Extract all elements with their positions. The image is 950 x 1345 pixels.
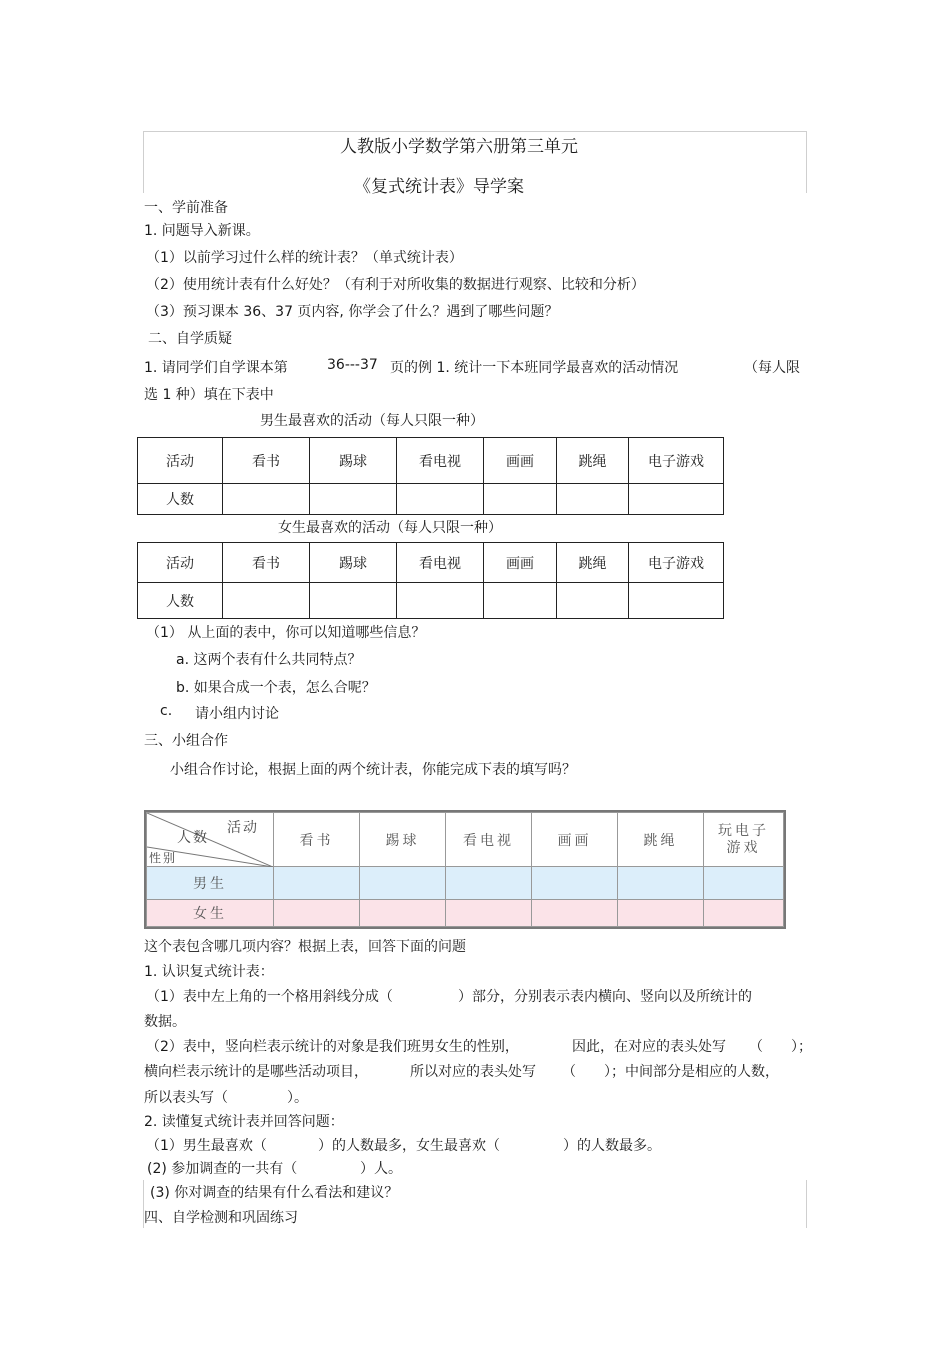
empty-cell[interactable] <box>557 583 629 619</box>
corner-mid-label: 人数 <box>177 830 209 846</box>
part2-q2-b: ）人。 <box>360 1161 402 1177</box>
empty-cell[interactable] <box>629 484 724 515</box>
empty-cell[interactable] <box>704 867 784 900</box>
empty-cell[interactable] <box>274 867 360 900</box>
part1-q2-a: （2）表中，竖向栏表示统计的对象是我们班男女生的性别， <box>146 1039 519 1055</box>
part2-heading: 2. 读懂复式统计表并回答问题： <box>144 1114 344 1130</box>
empty-cell[interactable] <box>484 583 557 619</box>
corner-header-cell <box>147 813 274 867</box>
question-c: b. 如果合成一个表，怎么合呢？ <box>176 680 376 696</box>
empty-cell[interactable] <box>274 900 360 927</box>
empty-cell[interactable] <box>484 484 557 515</box>
column-header: 踢球 <box>360 813 446 867</box>
column-header: 画画 <box>532 813 618 867</box>
empty-cell[interactable] <box>360 900 446 927</box>
row-header-girls: 女生 <box>147 900 274 927</box>
column-header: 跳绳 <box>618 813 704 867</box>
header-cell: 看书 <box>223 438 310 484</box>
header-cell: 电子游戏 <box>629 543 724 583</box>
section2-line1-a: 1. 请同学们自学课本第 <box>144 360 288 376</box>
column-header: 玩电子游戏 <box>704 813 784 867</box>
column-header: 看电视 <box>446 813 532 867</box>
corner-top-label: 活动 <box>227 820 259 836</box>
part2-q3: (3) 你对调查的结果有什么看法和建议？ <box>150 1185 399 1201</box>
header-cell: 看书 <box>223 543 310 583</box>
empty-cell[interactable] <box>704 900 784 927</box>
section1-question-2: （2）使用统计表有什么好处？（有利于对所收集的数据进行观察、比较和分析） <box>146 277 645 293</box>
section4-heading: 四、自学检测和巩固练习 <box>144 1210 298 1226</box>
section2-line2: 选 1 种）填在下表中 <box>144 387 274 403</box>
empty-cell[interactable] <box>446 900 532 927</box>
column-header: 看书 <box>274 813 360 867</box>
section3-intro: 小组合作讨论，根据上面的两个统计表，你能完成下表的填写吗？ <box>170 762 576 778</box>
corner-bottom-label: 性别 <box>149 851 178 865</box>
empty-cell[interactable] <box>397 484 484 515</box>
section1-heading: 一、学前准备 <box>144 200 228 216</box>
page-subtitle: 《复式统计表》导学案 <box>354 177 524 197</box>
header-cell: 踢球 <box>310 438 397 484</box>
question-a: （1） 从上面的表中，你可以知道哪些信息？ <box>146 625 426 641</box>
empty-cell[interactable] <box>629 583 724 619</box>
section2-heading: 二、自学质疑 <box>148 331 232 347</box>
part1-q2-f: （ ）；中间部分是相应的人数， <box>562 1064 779 1080</box>
part1-q2-d: 横向栏表示统计的是哪些活动项目， <box>144 1064 368 1080</box>
header-cell: 活动 <box>138 543 223 583</box>
header-cell: 看电视 <box>397 543 484 583</box>
header-cell: 看电视 <box>397 438 484 484</box>
empty-cell[interactable] <box>446 867 532 900</box>
boys-activity-table <box>137 437 724 515</box>
composite-table-image <box>144 810 786 929</box>
page-title: 人教版小学数学第六册第三单元 <box>340 137 578 157</box>
part1-q2-e: 所以对应的表头处写 <box>410 1064 536 1080</box>
empty-cell[interactable] <box>310 583 397 619</box>
header-cell: 跳绳 <box>557 438 629 484</box>
header-cell: 电子游戏 <box>629 438 724 484</box>
part1-heading: 1. 认识复式统计表： <box>144 964 274 980</box>
empty-cell[interactable] <box>310 484 397 515</box>
empty-cell[interactable] <box>397 583 484 619</box>
row-label-cell: 人数 <box>138 484 223 515</box>
row-header-boys: 男生 <box>147 867 274 900</box>
left-border-line <box>143 131 144 193</box>
empty-cell[interactable] <box>532 900 618 927</box>
empty-cell[interactable] <box>223 583 310 619</box>
question-d-label: c. <box>160 703 173 719</box>
part1-q2-c: （ ）； <box>749 1039 812 1055</box>
empty-cell[interactable] <box>618 867 704 900</box>
section2-line1-b: 36---37 <box>327 357 378 373</box>
boys-table-caption: 男生最喜欢的活动（每人只限一种） <box>260 413 484 429</box>
right-border-line <box>806 131 807 193</box>
composite-follow-up: 这个表包含哪几项内容？根据上表，回答下面的问题 <box>144 939 466 955</box>
empty-cell[interactable] <box>360 867 446 900</box>
section1-item: 1. 问题导入新课。 <box>144 223 260 239</box>
section3-heading: 三、小组合作 <box>144 733 228 749</box>
part1-q1-a: （1）表中左上角的一个格用斜线分成（ <box>146 989 393 1005</box>
empty-cell[interactable] <box>532 867 618 900</box>
part1-q2-b: 因此，在对应的表头处写 <box>572 1039 726 1055</box>
question-b: a. 这两个表有什么共同特点？ <box>176 652 362 668</box>
section1-question-3: （3）预习课本 36、37 页内容, 你学会了什么？遇到了哪些问题？ <box>146 304 559 320</box>
empty-cell[interactable] <box>557 484 629 515</box>
bottom-right-border-line <box>806 1180 807 1228</box>
part2-q1-a: （1）男生最喜欢（ <box>146 1138 267 1154</box>
question-d-text: 请小组内讨论 <box>195 706 279 722</box>
part1-q1-c: 数据。 <box>144 1014 186 1030</box>
header-cell: 画画 <box>484 438 557 484</box>
header-cell: 画画 <box>484 543 557 583</box>
part1-q2-h: ）。 <box>287 1090 308 1106</box>
section2-line1-d: （每人限 <box>744 360 800 376</box>
section2-line1-c: 页的例 1. 统计一下本班同学最喜欢的活动情况 <box>390 360 679 376</box>
empty-cell[interactable] <box>618 900 704 927</box>
part2-q2-a: (2) 参加调查的一共有（ <box>147 1161 298 1177</box>
header-cell: 踢球 <box>310 543 397 583</box>
header-cell: 活动 <box>138 438 223 484</box>
row-label-cell: 人数 <box>138 583 223 619</box>
section1-question-1: （1）以前学习过什么样的统计表？（单式统计表） <box>146 250 463 266</box>
girls-activity-table <box>137 542 724 619</box>
part2-q1-b: ）的人数最多，女生最喜欢（ <box>318 1138 500 1154</box>
header-cell: 跳绳 <box>557 543 629 583</box>
empty-cell[interactable] <box>223 484 310 515</box>
part1-q2-g: 所以表头写（ <box>144 1090 228 1106</box>
part2-q1-c: ）的人数最多。 <box>563 1138 661 1154</box>
part1-q1-b: ）部分，分别表示表内横向、竖向以及所统计的 <box>458 989 752 1005</box>
girls-table-caption: 女生最喜欢的活动（每人只限一种） <box>278 520 502 536</box>
